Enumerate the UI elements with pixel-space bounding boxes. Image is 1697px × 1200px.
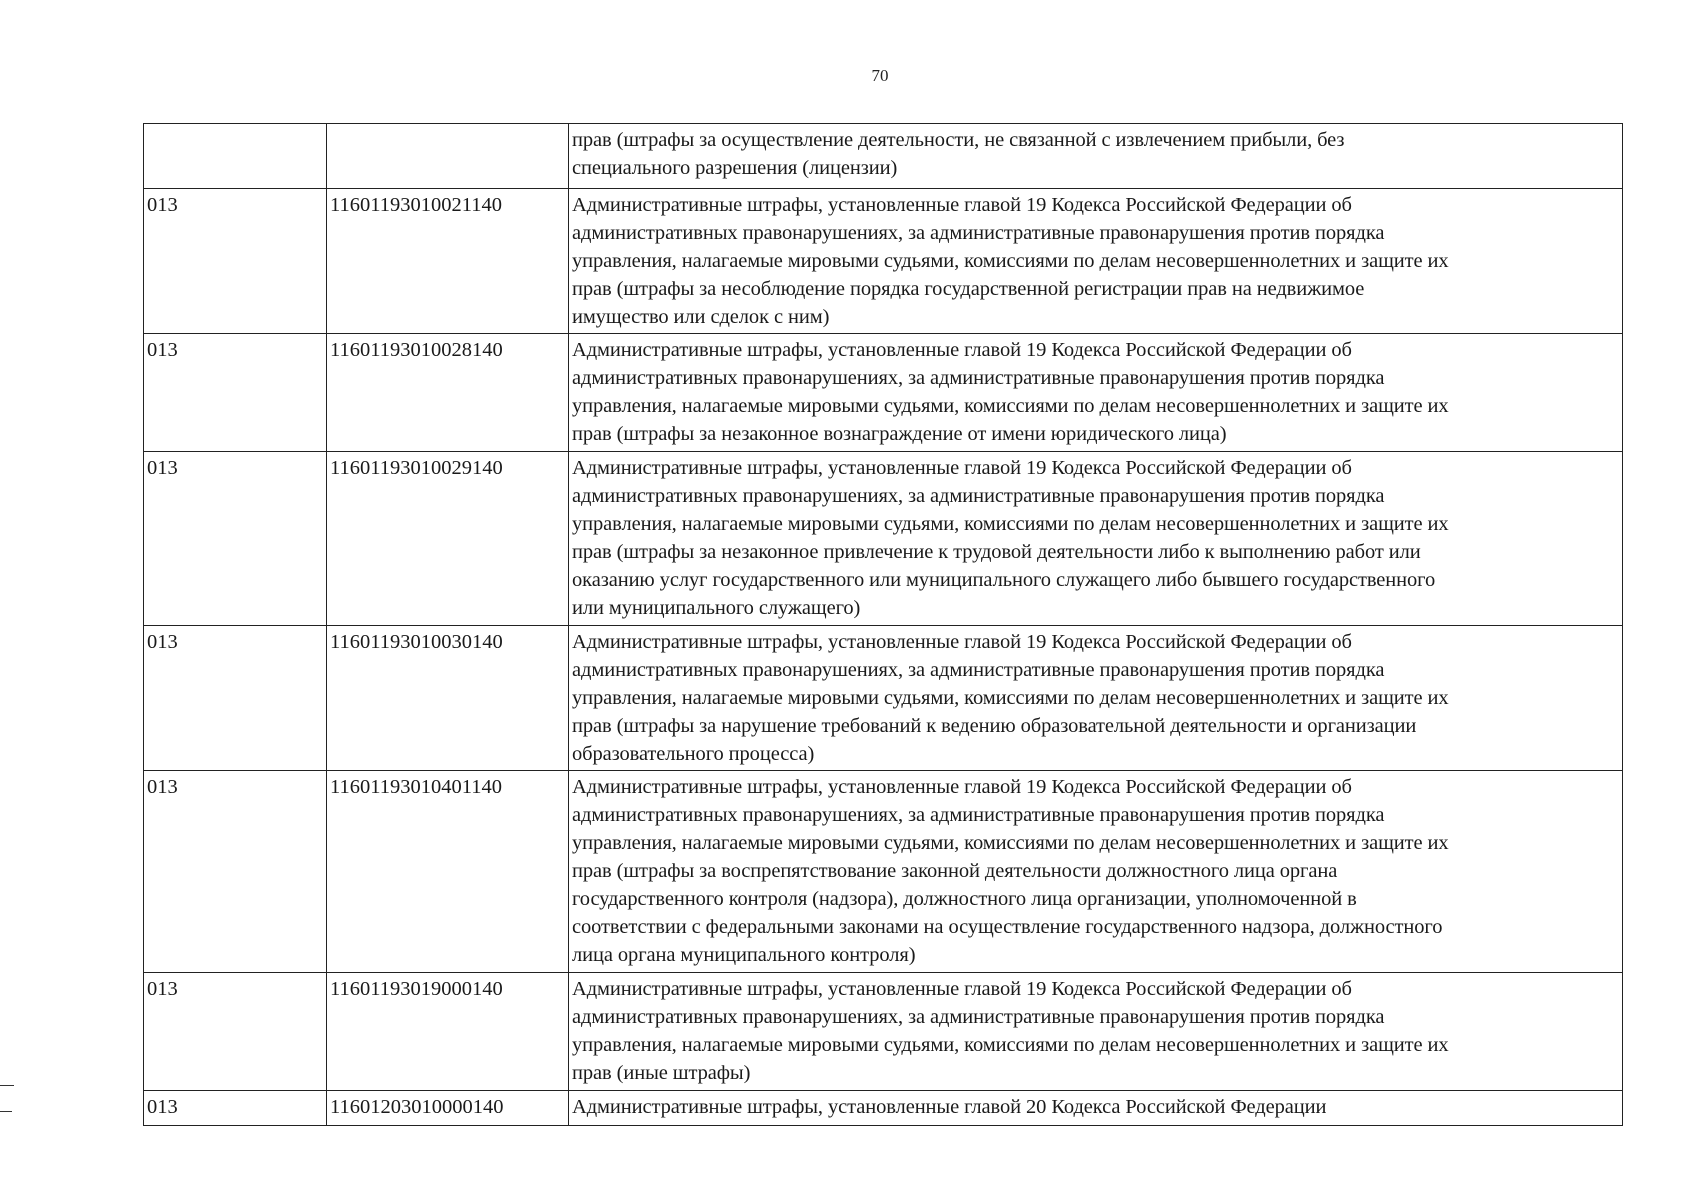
revenue-name-cell: Административные штрафы, установленные главой 19 Кодекса Российской Федерации об административных правонарушениях, за административные правонарушения против порядка управления, налагаемые мировыми судьями, комиссиями по делам несовершеннолетних и защите их прав (иные штрафы) (569, 973, 1623, 1091)
kbk-code-cell: 11601203010000140 (327, 1091, 569, 1126)
page-number: 70 (871, 66, 889, 85)
table-row (144, 626, 1623, 771)
revenue-name-cell: Административные штрафы, установленные главой 20 Кодекса Российской Федерации (569, 1091, 1623, 1126)
table-row (144, 1091, 1623, 1126)
table-row (144, 771, 1623, 973)
kbk-code-cell: 11601193010030140 (327, 626, 569, 771)
revenue-name-cell: Административные штрафы, установленные главой 19 Кодекса Российской Федерации об административных правонарушениях, за административные правонарушения против порядка управления, налагаемые мировыми судьями, комиссиями по делам несовершеннолетних и защите их прав (штрафы за незаконное привлечение к трудовой деятельности либо к выполнению работ или оказанию услуг государственного или муниципального служащего либо бывшего государственного или муниципального служащего) (569, 452, 1623, 626)
kbk-code-cell: 11601193019000140 (327, 973, 569, 1091)
admin-code-cell (144, 124, 327, 189)
scan-margin-mark (0, 1111, 12, 1112)
table-row (144, 124, 1623, 189)
admin-code-cell: 013 (144, 334, 327, 452)
table-row (144, 452, 1623, 626)
kbk-code-cell (327, 124, 569, 189)
admin-code-cell: 013 (144, 626, 327, 771)
kbk-code-cell: 11601193010021140 (327, 189, 569, 334)
revenue-codes-table (143, 123, 1623, 1126)
revenue-name-cell: Административные штрафы, установленные главой 19 Кодекса Российской Федерации об административных правонарушениях, за административные правонарушения против порядка управления, налагаемые мировыми судьями, комиссиями по делам несовершеннолетних и защите их прав (штрафы за воспрепятствование законной деятельности должностного лица органа государственного контроля (надзора), должностного лица организации, уполномоченной в соответствии с федеральными законами на осуществление государственного надзора, должностного лица органа муниципального контроля) (569, 771, 1623, 973)
scan-margin-mark (0, 1085, 14, 1086)
table-row (144, 189, 1623, 334)
admin-code-cell: 013 (144, 771, 327, 973)
admin-code-cell: 013 (144, 452, 327, 626)
admin-code-cell: 013 (144, 973, 327, 1091)
admin-code-cell: 013 (144, 1091, 327, 1126)
revenue-name-cell: Административные штрафы, установленные главой 19 Кодекса Российской Федерации об административных правонарушениях, за административные правонарушения против порядка управления, налагаемые мировыми судьями, комиссиями по делам несовершеннолетних и защите их прав (штрафы за незаконное вознаграждение от имени юридического лица) (569, 334, 1623, 452)
kbk-code-cell: 11601193010028140 (327, 334, 569, 452)
revenue-name-cell: прав (штрафы за осуществление деятельности, не связанной с извлечением прибыли, без специального разрешения (лицензии) (569, 124, 1623, 189)
revenue-name-cell: Административные штрафы, установленные главой 19 Кодекса Российской Федерации об административных правонарушениях, за административные правонарушения против порядка управления, налагаемые мировыми судьями, комиссиями по делам несовершеннолетних и защите их прав (штрафы за несоблюдение порядка государственной регистрации прав на недвижимое имущество или сделок с ним) (569, 189, 1623, 334)
kbk-code-cell: 11601193010029140 (327, 452, 569, 626)
admin-code-cell: 013 (144, 189, 327, 334)
revenue-name-cell: Административные штрафы, установленные главой 19 Кодекса Российской Федерации об административных правонарушениях, за административные правонарушения против порядка управления, налагаемые мировыми судьями, комиссиями по делам несовершеннолетних и защите их прав (штрафы за нарушение требований к ведению образовательной деятельности и организации образовательного процесса) (569, 626, 1623, 771)
kbk-code-cell: 11601193010401140 (327, 771, 569, 973)
table-row (144, 334, 1623, 452)
table-row (144, 973, 1623, 1091)
